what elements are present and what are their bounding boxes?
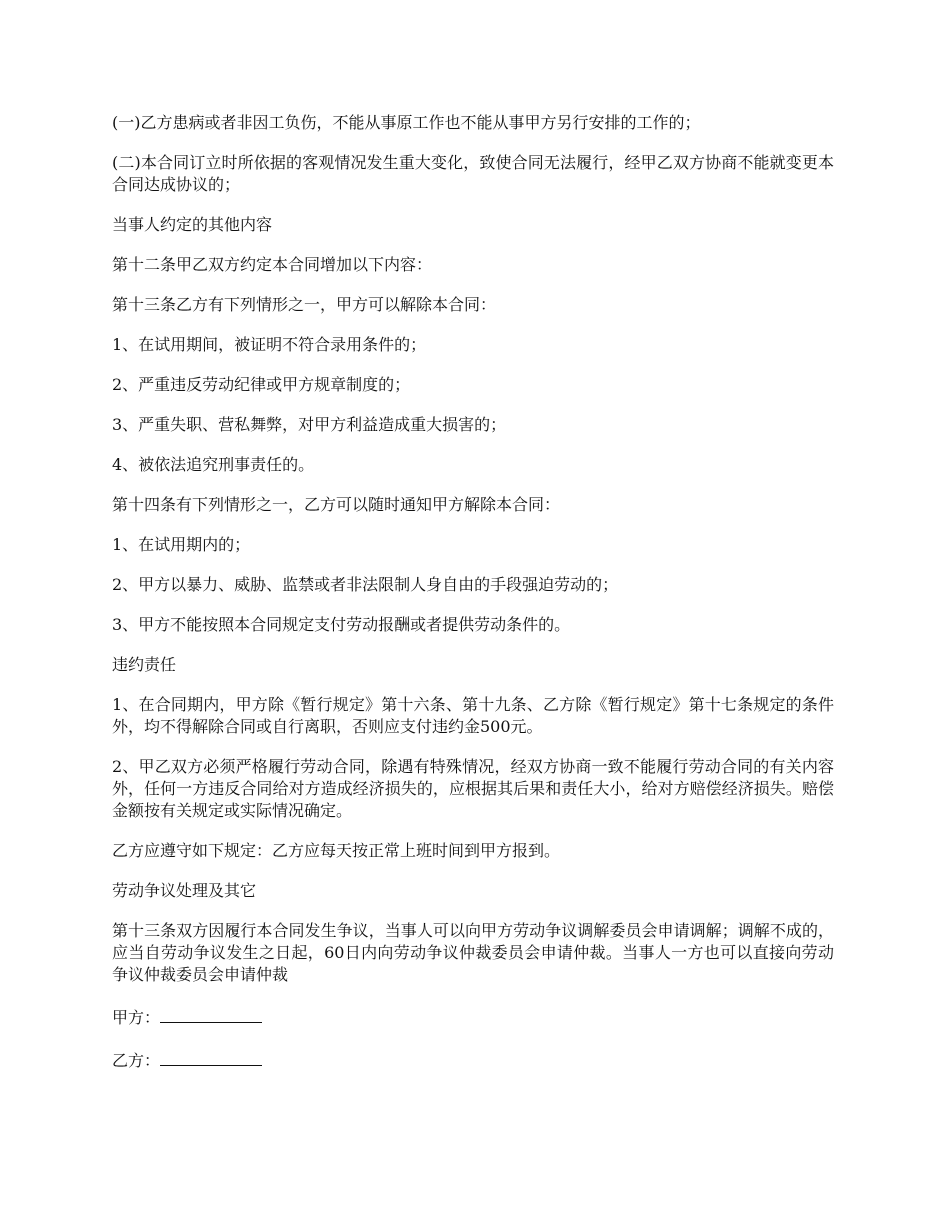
clause-paragraph: 1、在合同期内，甲方除《暂行规定》第十六条、第十九条、乙方除《暂行规定》第十七条规定的条件外，均不得解除合同或自行离职，否则应支付违约金500元。 [112,695,834,736]
party-b-label: 乙方： [112,1051,161,1070]
document-page [112,112,834,1090]
section-heading: 劳动争议处理及其它 [112,881,257,900]
clause-paragraph: 第十三条乙方有下列情形之一，甲方可以解除本合同： [112,295,497,314]
clause-paragraph: (一)乙方患病或者非因工负伤，不能从事原工作也不能从事甲方另行安排的工作的； [112,113,701,132]
section-heading: 当事人约定的其他内容 [112,215,273,234]
party-a-signature [112,1004,834,1029]
clause-paragraph: (二)本合同订立时所依据的客观情况发生重大变化，致使合同无法履行，经甲乙双方协商不能就变更本合同达成协议的； [112,153,834,194]
clause-paragraph: 2、甲乙双方必须严格履行劳动合同，除遇有特殊情况，经双方协商一致不能履行劳动合同的有关内容外，任何一方违反合同给对方造成经济损失的，应根据其后果和责任大小，给对方赔偿经济损失。赔偿金额按有关规定或实际情况确定。 [112,757,834,820]
party-b-signature [112,1047,834,1072]
list-item: 3、甲方不能按照本合同规定支付劳动报酬或者提供劳动条件的。 [112,615,571,634]
party-a-label: 甲方： [112,1008,161,1027]
clause-paragraph: 第十二条甲乙双方约定本合同增加以下内容： [112,255,433,274]
clause-paragraph: 第十三条双方因履行本合同发生争议，当事人可以向甲方劳动争议调解委员会申请调解；调解不成的，应当自劳动争议发生之日起，60日内向劳动争议仲裁委员会申请仲裁。当事人一方也可以直接向劳动争议仲裁委员会申请仲裁 [112,921,834,984]
party-a-signature-line[interactable] [160,1004,262,1023]
list-item: 3、严重失职、营私舞弊，对甲方利益造成重大损害的； [112,415,507,434]
section-heading: 违约责任 [112,655,177,674]
clause-paragraph: 第十四条有下列情形之一，乙方可以随时通知甲方解除本合同： [112,495,561,514]
clause-paragraph: 乙方应遵守如下规定：乙方应每天按正常上班时间到甲方报到。 [112,841,561,860]
list-item: 2、严重违反劳动纪律或甲方规章制度的； [112,375,411,394]
list-item: 4、被依法追究刑事责任的。 [112,455,315,474]
party-b-signature-line[interactable] [160,1047,262,1066]
list-item: 2、甲方以暴力、威胁、监禁或者非法限制人身自由的手段强迫劳动的； [112,575,619,594]
list-item: 1、在试用期间，被证明不符合录用条件的； [112,335,427,354]
list-item: 1、在试用期内的； [112,535,251,554]
